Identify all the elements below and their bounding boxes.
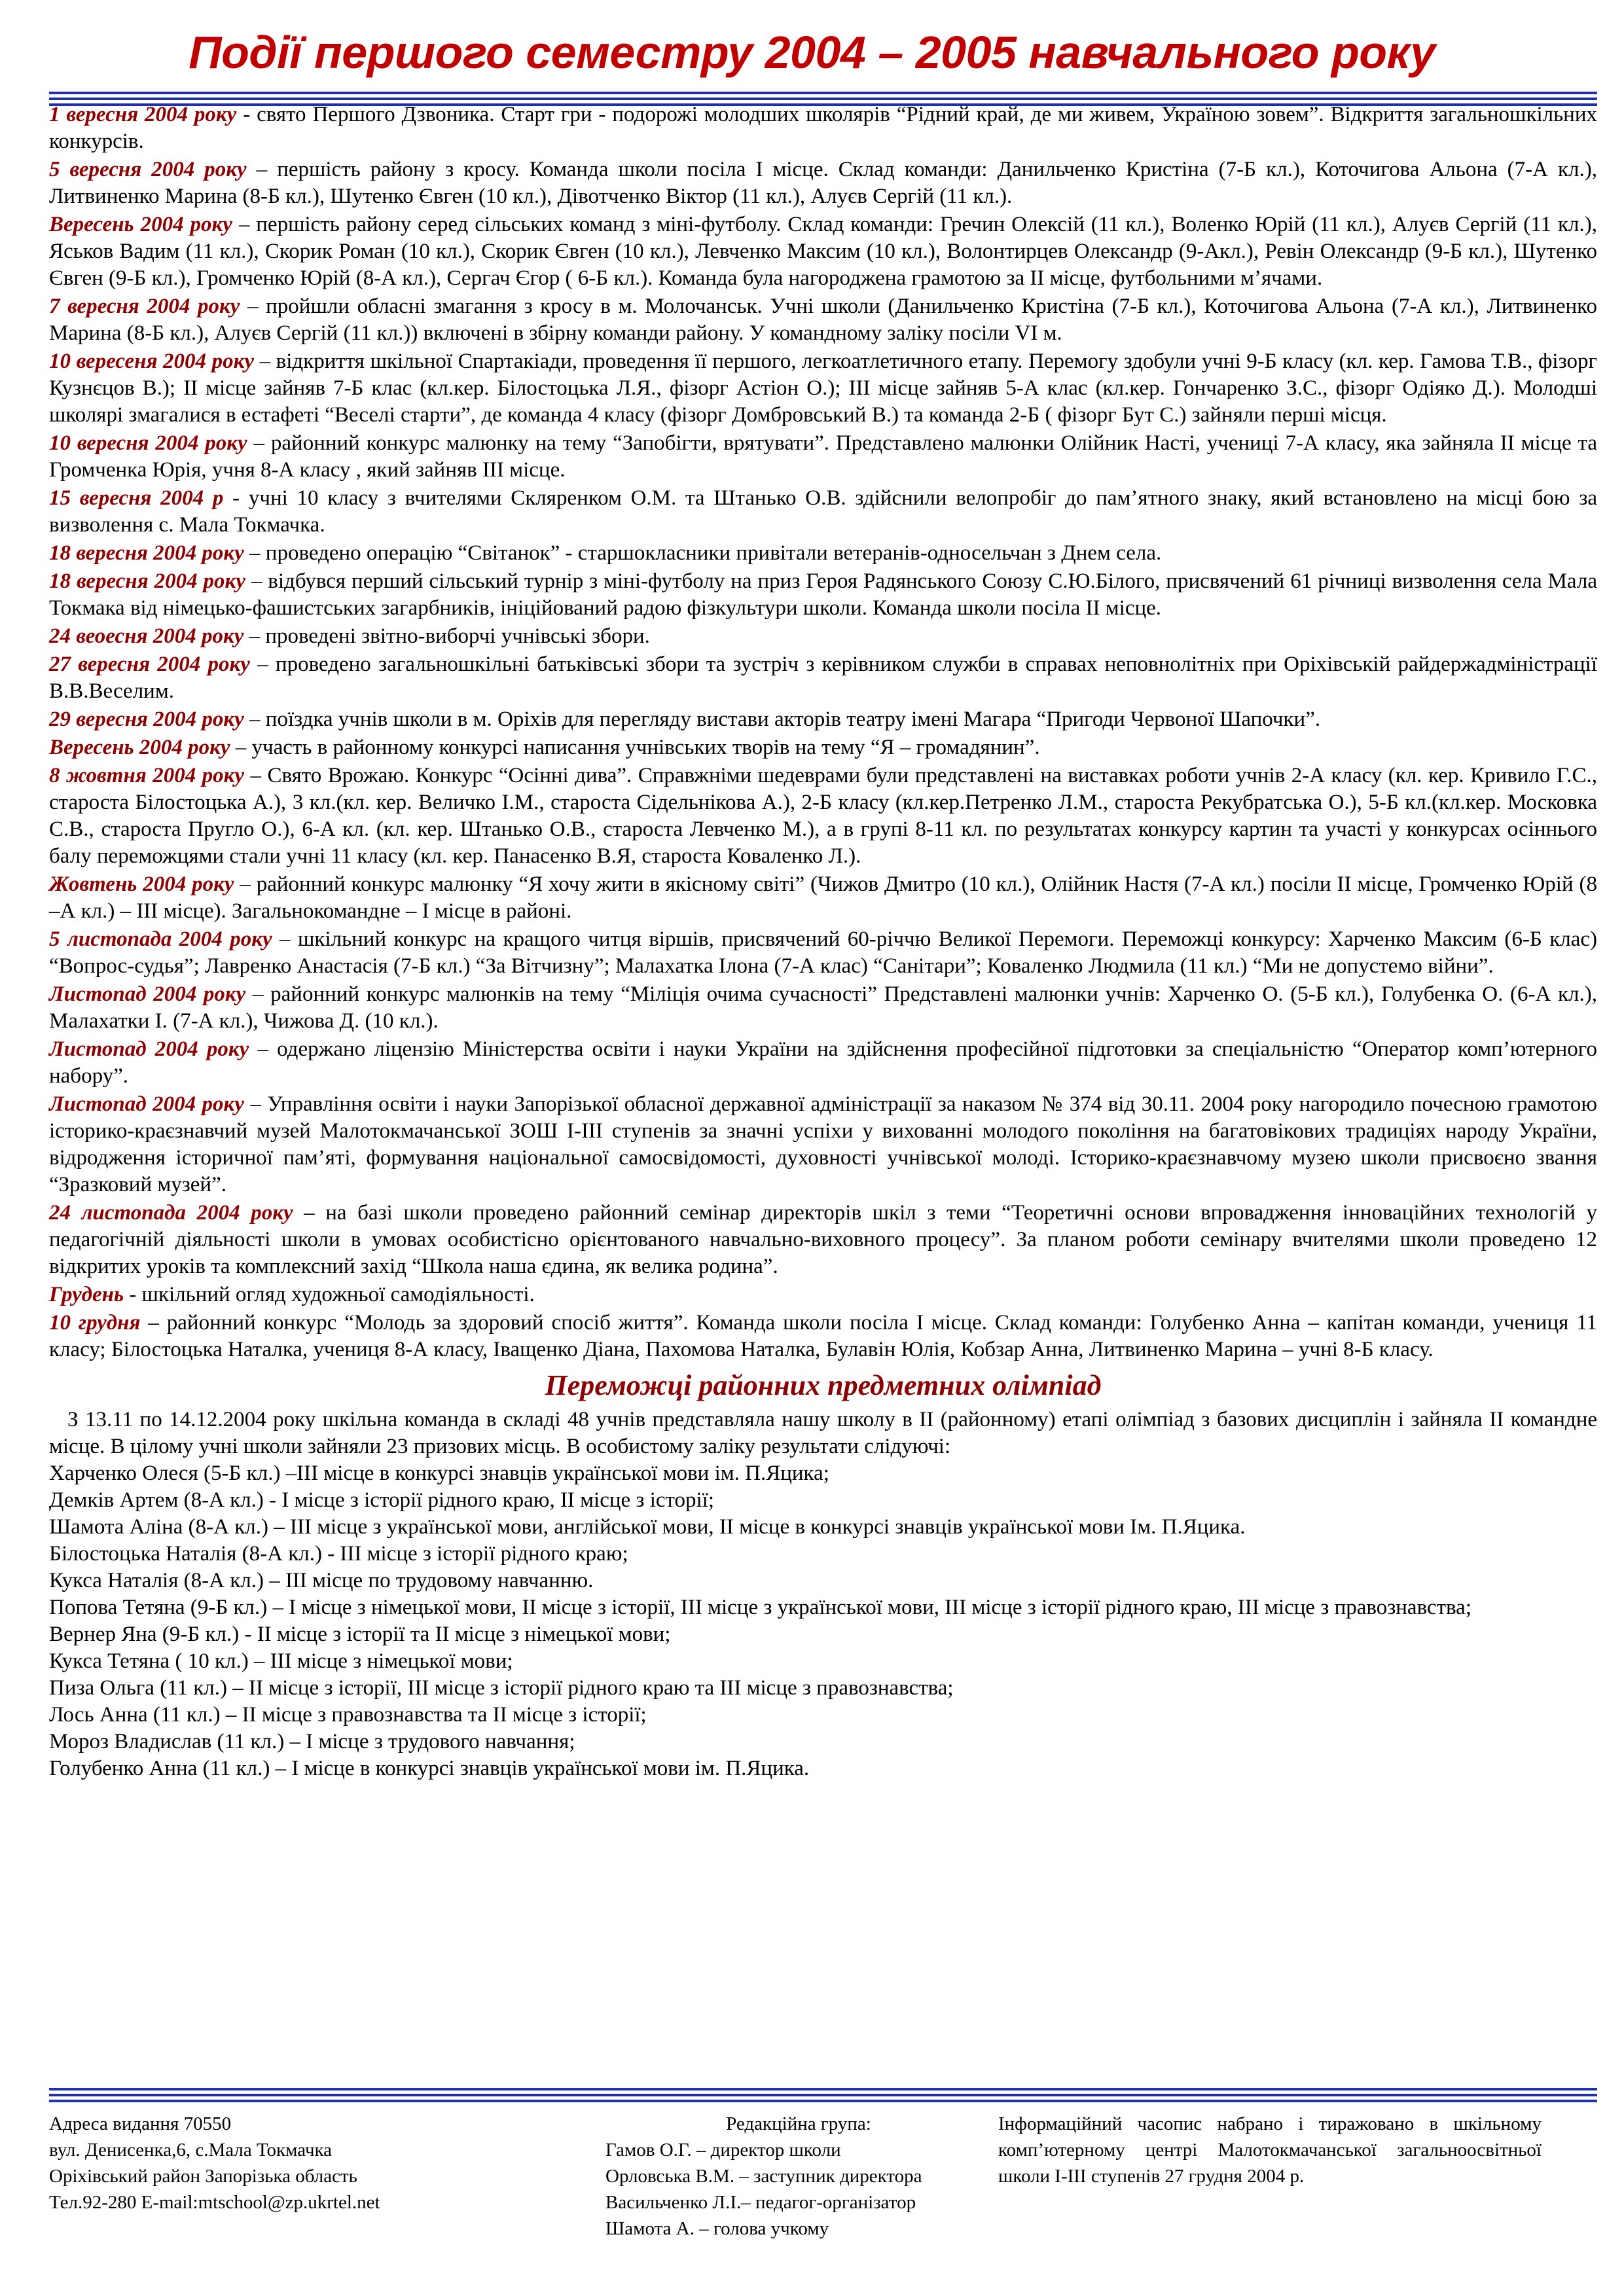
events-section [49,101,1597,1782]
olympiad-results [49,1460,1597,1782]
address-contact: Тел.92-280 E-mail:mtschool@zp.ukrtel.net [49,2192,380,2213]
event-entry [49,762,1597,870]
olympiad-result: Харченко Олеся (5-Б кл.) –ІІІ місце в конкурсі знавців української мови ім. П.Яцика; [49,1462,829,1485]
event-entry [49,485,1597,539]
event-entry [49,1036,1597,1090]
event-date: 18 вересня 2004 року [49,569,245,593]
event-text: - шкільний огляд художньої самодіяльності. [124,1283,535,1306]
event-entry [49,651,1597,705]
olympiad-result: Попова Тетяна (9-Б кл.) – І місце з німецької мови, ІІ місце з історії, ІІІ місце з української мови, ІІІ місце з історії рідного краю, ІІІ місце з правознавства; [49,1596,1471,1619]
publication-info [998,2111,1542,2189]
event-text: – участь в районному конкурсі написання учнівських творів на тему “Я – громадянин”. [230,736,1040,759]
events-list [49,101,1597,1363]
event-entry [49,430,1597,484]
event-entry [49,540,1597,567]
olympiad-result: Вернер Яна (9-Б кл.) - ІІ місце з історії та ІІ місце з німецької мови; [49,1623,671,1646]
event-entry [49,211,1597,292]
event-date: 7 вересня 2004 року [49,295,240,318]
olympiad-result: Кукса Наталія (8-А кл.) – ІІІ місце по трудовому навчанню. [49,1569,594,1592]
event-entry [49,706,1597,733]
event-text: – проведено операцію “Світанок” - старшокласники привітали ветеранів-односельчан з Днем села. [244,541,1162,565]
olympiad-title: Переможці районних предметних олімпіад [545,1369,1102,1401]
event-text: – районний конкурс малюнку на тему “Запобігти, врятувати”. Представлено малюнки Олійник Насті, учениці 7-А класу, яка зайняла ІІ місце та Громченка Юрія, учня 8-А класу , який зайняв ІІІ місце. [49,431,1597,482]
event-text: – відкриття шкільної Спартакіади, проведення її першого, легкоатлетичного етапу. Перемогу здобули учні 9-Б класу (кл. кер. Гамова Т.В., фізорг Кузнєцов В.); ІІ місце зайняв 7-Б клас (кл.кер. Білостоцька Л.Я., фізорг Астіон О.); ІІІ місце зайняв 5-А клас (кл.кер. Гончаренко З.С., фізорг Одіяко Д.). Молодші школярі змагалися в естафеті “Веселі старти”, де команда 4 класу (фізорг Домбровський В.) та команда 2-Б ( фізорг Бут С.) зайняли перші місця. [49,350,1597,427]
address-line: Оріхівський район Запорізька область [49,2166,357,2187]
event-entry [49,623,1597,650]
event-date: Листопад 2004 року [49,1092,244,1116]
olympiad-result: Голубенко Анна (11 кл.) – І місце в конкурсі знавців української мови ім. П.Яцика. [49,1757,810,1780]
editorial-member: Шамота А. – голова учкому [605,2218,829,2239]
event-date: 10 вересня 2004 року [49,431,247,455]
olympiad-result: Шамота Аліна (8-А кл.) – ІІІ місце з української мови, англійської мови, ІІ місце в конкурсі знавців української мови Ім. П.Яцика. [49,1515,1246,1539]
event-entry [49,1282,1597,1308]
event-entry [49,101,1597,155]
event-text: – Свято Врожаю. Конкурс “Осінні дива”. Справжніми шедеврами були представлені на виставках роботи учнів 2-А класу (кл. кер. Кривило Г.С., староста Білостоцька А.), 3 кл.(кл. кер. Величко І.М., староста Сідельнікова А.), 2-Б класу (кл.кер.Петренко Л.М., староста Рекубратська О.), 5-Б кл.(кл.кер. Московка С.В., староста Пругло О.), 6-А кл. (кл. кер. Штанько О.В., староста Левченко М.), а в групі 8-11 кл. по результатах конкурсу картин та участі у конкурсах осіннього балу переможцями стали учні 11 класу (кл. кер. Панасенко В.Я, староста Коваленко Л.). [49,764,1597,868]
editorial-group [605,2111,992,2242]
event-date: Вересень 2004 року [49,213,232,236]
event-text: – пройшли обласні змагання з кросу в м. Молочанськ. Учні школи (Данильченко Кристіна (7-Б кл.), Коточигова Альона (7-А кл.), Литвиненко Марина (8-Б кл.), Алуєв Сергій (11 кл.)) включені в збірну команди району. У командному заліку посіли VІ м. [49,295,1597,345]
editorial-member: Гамов О.Г. – директор школи [605,2140,841,2161]
event-entry [49,293,1597,347]
editorial-member: Орловська В.М. – заступник директора [605,2166,922,2187]
olympiad-result: Мороз Владислав (11 кл.) – І місце з трудового навчання; [49,1730,575,1753]
olympiad-result: Демків Артем (8-А кл.) - І місце з історії рідного краю, ІІ місце з історії; [49,1488,715,1512]
event-date: Грудень [49,1283,124,1306]
event-date: 1 вересня 2004 року [49,103,237,126]
event-text: – проведені звітно-виборчі учнівські збори. [244,624,650,648]
event-date: Жовтень 2004 року [49,872,234,896]
event-date: Листопад 2004 року [49,1037,249,1061]
event-text: – одержано ліцензію Міністерства освіти і науки України на здійснення професійної підготовки за спеціальністю “Оператор комп’ютерного набору”. [49,1037,1597,1088]
event-entry [49,1091,1597,1198]
address-line: вул. Денисенка,6, с.Мала Токмачка [49,2140,333,2161]
event-entry [49,871,1597,925]
event-text: – Управління освіти і науки Запорізької обласної державної адміністрації за наказом № 374 від 30.11. 2004 року нагородило почесною грамотою історико-краєзнавчий музей Малотокмачанської ЗОШ І-ІІІ ступенів за значні успіхи у вихованні молодого покоління на багатовікових традиціях народу України, відродження історичної пам’яті, формування національної самосвідомості, духовності учнівської молоді. Історико-краєзнавчому музею школи присвоєно звання “Зразковий музей”. [49,1092,1597,1196]
event-text: – районний конкурс “Молодь за здоровий спосіб життя”. Команда школи посіла І місце. Склад команди: Голубенко Анна – капітан команди, учениця 11 класу; Білостоцька Наталка, учениця 8-А класу, Іващенко Діана, Пахомова Наталка, Булавін Юлія, Кобзар Анна, Литвиненко Марина – учні 8-Б класу. [49,1311,1597,1361]
event-text: - свято Першого Дзвоника. Старт гри - подорожі молодших школярів “Рідний край, де ми живем, Україною зовем”. Відкриття загальношкільних конкурсів. [49,103,1597,153]
event-date: 10 грудня [49,1311,141,1335]
event-entry [49,348,1597,429]
olympiad-result: Білостоцька Наталія (8-А кл.) - ІІІ місце з історії рідного краю; [49,1542,628,1566]
event-date: 5 листопада 2004 року [49,927,272,951]
event-entry [49,926,1597,980]
event-entry [49,981,1597,1035]
publisher-address [49,2111,416,2215]
event-text: – проведено загальношкільні батьківські збори та зустріч з керівником служби в справах неповнолітніх при Оріхівській райдержадміністрації В.В.Веселим. [49,653,1597,703]
event-text: – першість району серед сільських команд з міні-футболу. Склад команди: Гречин Олексій (11 кл.), Воленко Юрій (11 кл.), Алуєв Сергій (11 кл.), Яськов Вадим (11 кл.), Скорик Роман (10 кл.), Скорик Євген (10 кл.), Левченко Максим (10 кл.), Волонтирцев Олександр (9-Акл.), Ревін Олександр (9-Б кл.), Шутенко Євген (9-Б кл.), Громченко Юрій (8-А кл.), Сергач Єгор ( 6-Б кл.). Команда була нагороджена грамотою за ІІ місце, футбольними м’ячами. [49,213,1597,290]
olympiad-result: Пиза Ольга (11 кл.) – ІІ місце з історії, ІІІ місце з історії рідного краю та ІІІ місце з правознавства; [49,1676,954,1700]
event-text: – поїздка учнів школи в м. Оріхів для перегляду вистави акторів театру імені Магара “Пригоди Червоної Шапочки”. [244,708,1321,731]
event-date: 10 вересеня 2004 року [49,350,254,373]
editorial-title: Редакційна група: [726,2113,871,2134]
event-text: – районний конкурс малюнків на тему “Міліція очима сучасності” Представлені малюнки учнів: Харченко О. (5-Б кл.), Голубенка О. (6-А кл.), Малахатки І. (7-А кл.), Чижова Д. (10 кл.). [49,982,1597,1033]
event-text: – відбувся перший сільський турнір з міні-футболу на приз Героя Радянського Союзу С.Ю.Білого, присвячений 61 річниці визволення села Мала Токмака від німецько-фашистських загарбників, ініційований радою фізкультури школи. Команда школи посіла ІІ місце. [49,569,1597,620]
editorial-member: Васильченко Л.І.– педагог-організатор [605,2192,916,2213]
footer-rule [49,2088,1597,2106]
event-text: - учні 10 класу з вчителями Скляренком О.М. та Штанько О.В. здійснили велопробіг до пам’ятного знаку, який встановлено на місці бою за визволення с. Мала Токмачка. [49,486,1598,537]
olympiad-result: Лось Анна (11 кл.) – ІІ місце з правознавства та ІІ місце з історії; [49,1703,647,1727]
page-title: Події першого семестру 2004 – 2005 навчального року [189,27,1435,78]
event-text: – першість району з кросу. Команда школи посіла І місце. Склад команди: Данильченко Кристіна (7-Б кл.), Коточигова Альона (7-А кл.), Литвиненко Марина (8-Б кл.), Шутенко Євген (10 кл.), Дівотченко Віктор (11 кл.), Алуєв Сергій (11 кл.). [49,158,1597,208]
event-date: 24 листопада 2004 року [49,1201,293,1225]
publication-info-text: Інформаційний часопис набрано і тиражовано в шкільному комп’ютерному центрі Малотокмачанської загальноосвітньої школи І-ІІІ ступенів 27 грудня 2004 р. [998,2113,1542,2187]
event-text: – шкільний конкурс на кращого читця віршів, присвячений 60-річчю Великої Перемоги. Переможці конкурсу: Харченко Максим (6-Б клас) “Вопрос-судья”; Лавренко Анастасія (7-Б кл.) “За Вітчизну”; Малахатка Ілона (7-А клас) “Санітари”; Коваленко Людмила (11 кл.) “Ми не допустемо війни”. [49,927,1597,978]
event-date: 24 веоесня 2004 року [49,624,244,648]
event-date: 8 жовтня 2004 року [49,764,245,787]
olympiad-intro: З 13.11 по 14.12.2004 року шкільна команда в складі 48 учнів представляла нашу школу в ІІ (районному) етапі олімпіад з базових дисциплін і зайняла ІІ командне місце. В цілому учні школи зайняли 23 призових місць. В особистому заліку результати слідуючі: [49,1408,1597,1458]
event-date: Вересень 2004 року [49,736,230,759]
address-line: Адреса видання 70550 [49,2113,232,2134]
event-entry [49,734,1597,761]
event-entry [49,1200,1597,1280]
event-date: 18 вересня 2004 року [49,541,244,565]
event-date: 15 вересня 2004 р [49,486,224,510]
event-date: 27 вересня 2004 року [49,653,250,676]
event-text: – на базі школи проведено районний семінар директорів шкіл з теми “Теоретичні основи впровадження інноваційних технологій у педагогічній діяльності школи в умовах особистісно орієнтованого навчально-виховного процесу”. За планом роботи семінару вчителями школи проведено 12 відкритих уроків та комплексний захід “Школа наша єдина, як велика родина”. [49,1201,1597,1278]
event-text: – районний конкурс малюнку “Я хочу жити в якісному світі” (Чижов Дмитро (10 кл.), Олійник Настя (7-А кл.) посіли ІІ місце, Громченко Юрій (8 –А кл.) – ІІІ місце). Загальнокомандне – І місце в районі. [49,872,1597,923]
olympiad-result: Кукса Тетяна ( 10 кл.) – ІІІ місце з німецької мови; [49,1649,513,1673]
event-entry [49,156,1597,210]
event-date: 5 вересня 2004 року [49,158,247,181]
event-date: 29 вересня 2004 року [49,708,244,731]
event-date: Листопад 2004 року [49,982,246,1006]
event-entry [49,568,1597,622]
event-entry [49,1310,1597,1363]
